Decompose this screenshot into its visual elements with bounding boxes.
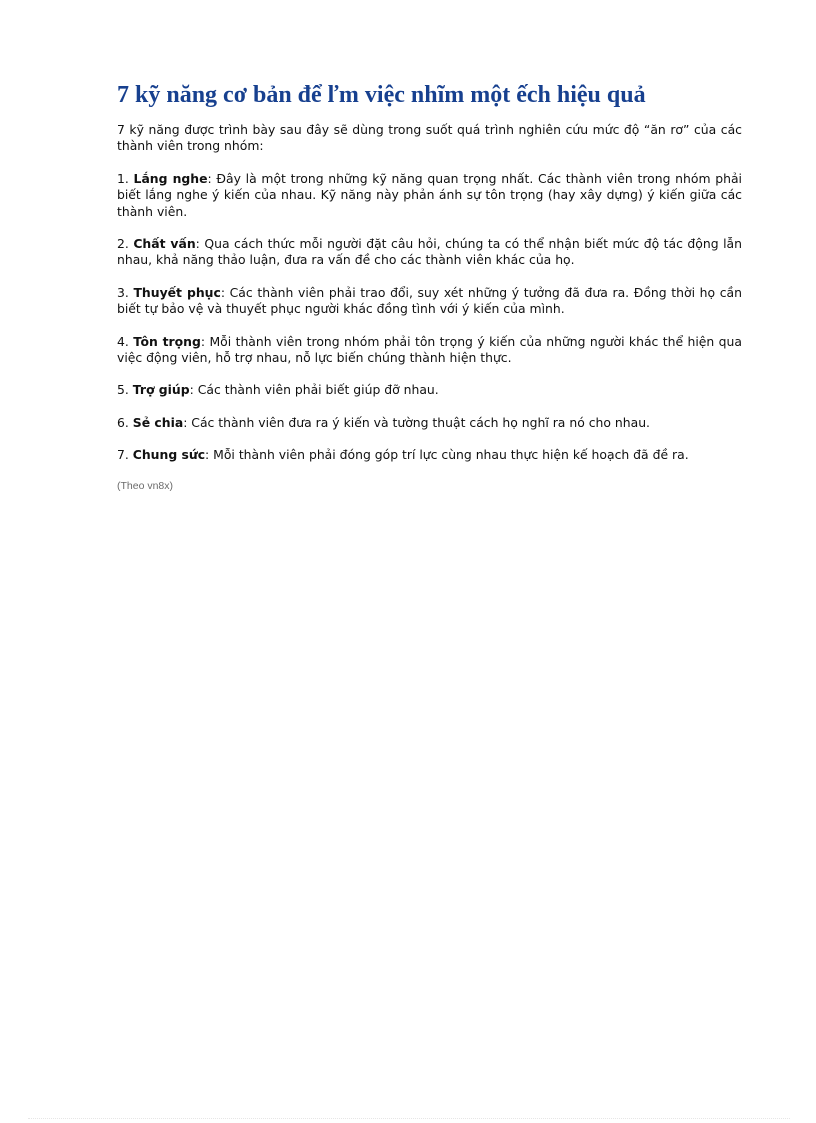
- skill-name: Lắng nghe: [133, 170, 208, 186]
- skill-item-respecting: [117, 334, 742, 367]
- skill-name: Chung sức: [132, 447, 206, 463]
- skill-description: : Mỗi thành viên trong nhóm phải tôn trọng ý kiến của những người khác thể hiện qua việc động viên, hỗ trợ nhau, nỗ lực biến chúng thành hiện thực.: [117, 333, 742, 366]
- skill-number: 3.: [117, 284, 134, 300]
- source-credit: (Theo vn8x): [117, 479, 174, 492]
- page-title: 7 kỹ năng cơ bản để ľm việc nhĩm một ếch hiệu quả: [117, 82, 646, 108]
- skill-name: Chất vấn: [133, 236, 196, 252]
- skill-item-listening: [117, 171, 742, 220]
- skill-name: Trợ giúp: [132, 382, 190, 398]
- skill-item-cooperating: [117, 447, 742, 463]
- skill-name: Tôn trọng: [133, 333, 201, 349]
- intro-paragraph: 7 kỹ năng được trình bày sau đây sẽ dùng trong suốt quá trình nghiên cứu mức độ “ăn rơ” của các thành viên trong nhóm:: [117, 122, 742, 154]
- skill-number: 5.: [117, 382, 133, 398]
- skill-number: 4.: [117, 333, 134, 349]
- skill-number: 7.: [117, 447, 133, 463]
- skill-name: Thuyết phục: [133, 284, 221, 300]
- page-bottom-divider: [28, 1118, 790, 1119]
- skill-description: : Qua cách thức mỗi người đặt câu hỏi, chúng ta có thể nhận biết mức độ tác động lẫn nhau, khả năng thảo luận, đưa ra vấn đề cho các thành viên khác của họ.: [117, 236, 742, 268]
- skill-name: Sẻ chia: [132, 414, 184, 430]
- skill-item-persuading: [117, 285, 742, 318]
- skill-item-sharing: [117, 415, 742, 431]
- skill-description: : Các thành viên phải trao đổi, suy xét những ý tưởng đã đưa ra. Đồng thời họ cần biết tự bảo vệ và thuyết phục người khác đồng tình với ý kiến của mình.: [117, 284, 742, 317]
- skill-description: : Các thành viên phải biết giúp đỡ nhau.: [189, 382, 439, 398]
- skill-description: : Đây là một trong những kỹ năng quan trọng nhất. Các thành viên trong nhóm phải biết lắng nghe ý kiến của nhau. Kỹ năng này phản ánh sự tôn trọng (hay xây dựng) ý kiến giữa các thành viên.: [117, 170, 742, 219]
- article: [117, 80, 742, 492]
- skill-number: 1.: [117, 170, 134, 186]
- skill-item-helping: [117, 382, 742, 398]
- skill-description: : Các thành viên đưa ra ý kiến và tường thuật cách họ nghĩ ra nó cho nhau.: [183, 414, 650, 430]
- skill-item-questioning: [117, 236, 742, 269]
- skill-number: 6.: [117, 414, 133, 430]
- skill-description: : Mỗi thành viên phải đóng góp trí lực cùng nhau thực hiện kế hoạch đã đề ra.: [205, 447, 689, 463]
- skill-number: 2.: [117, 236, 134, 252]
